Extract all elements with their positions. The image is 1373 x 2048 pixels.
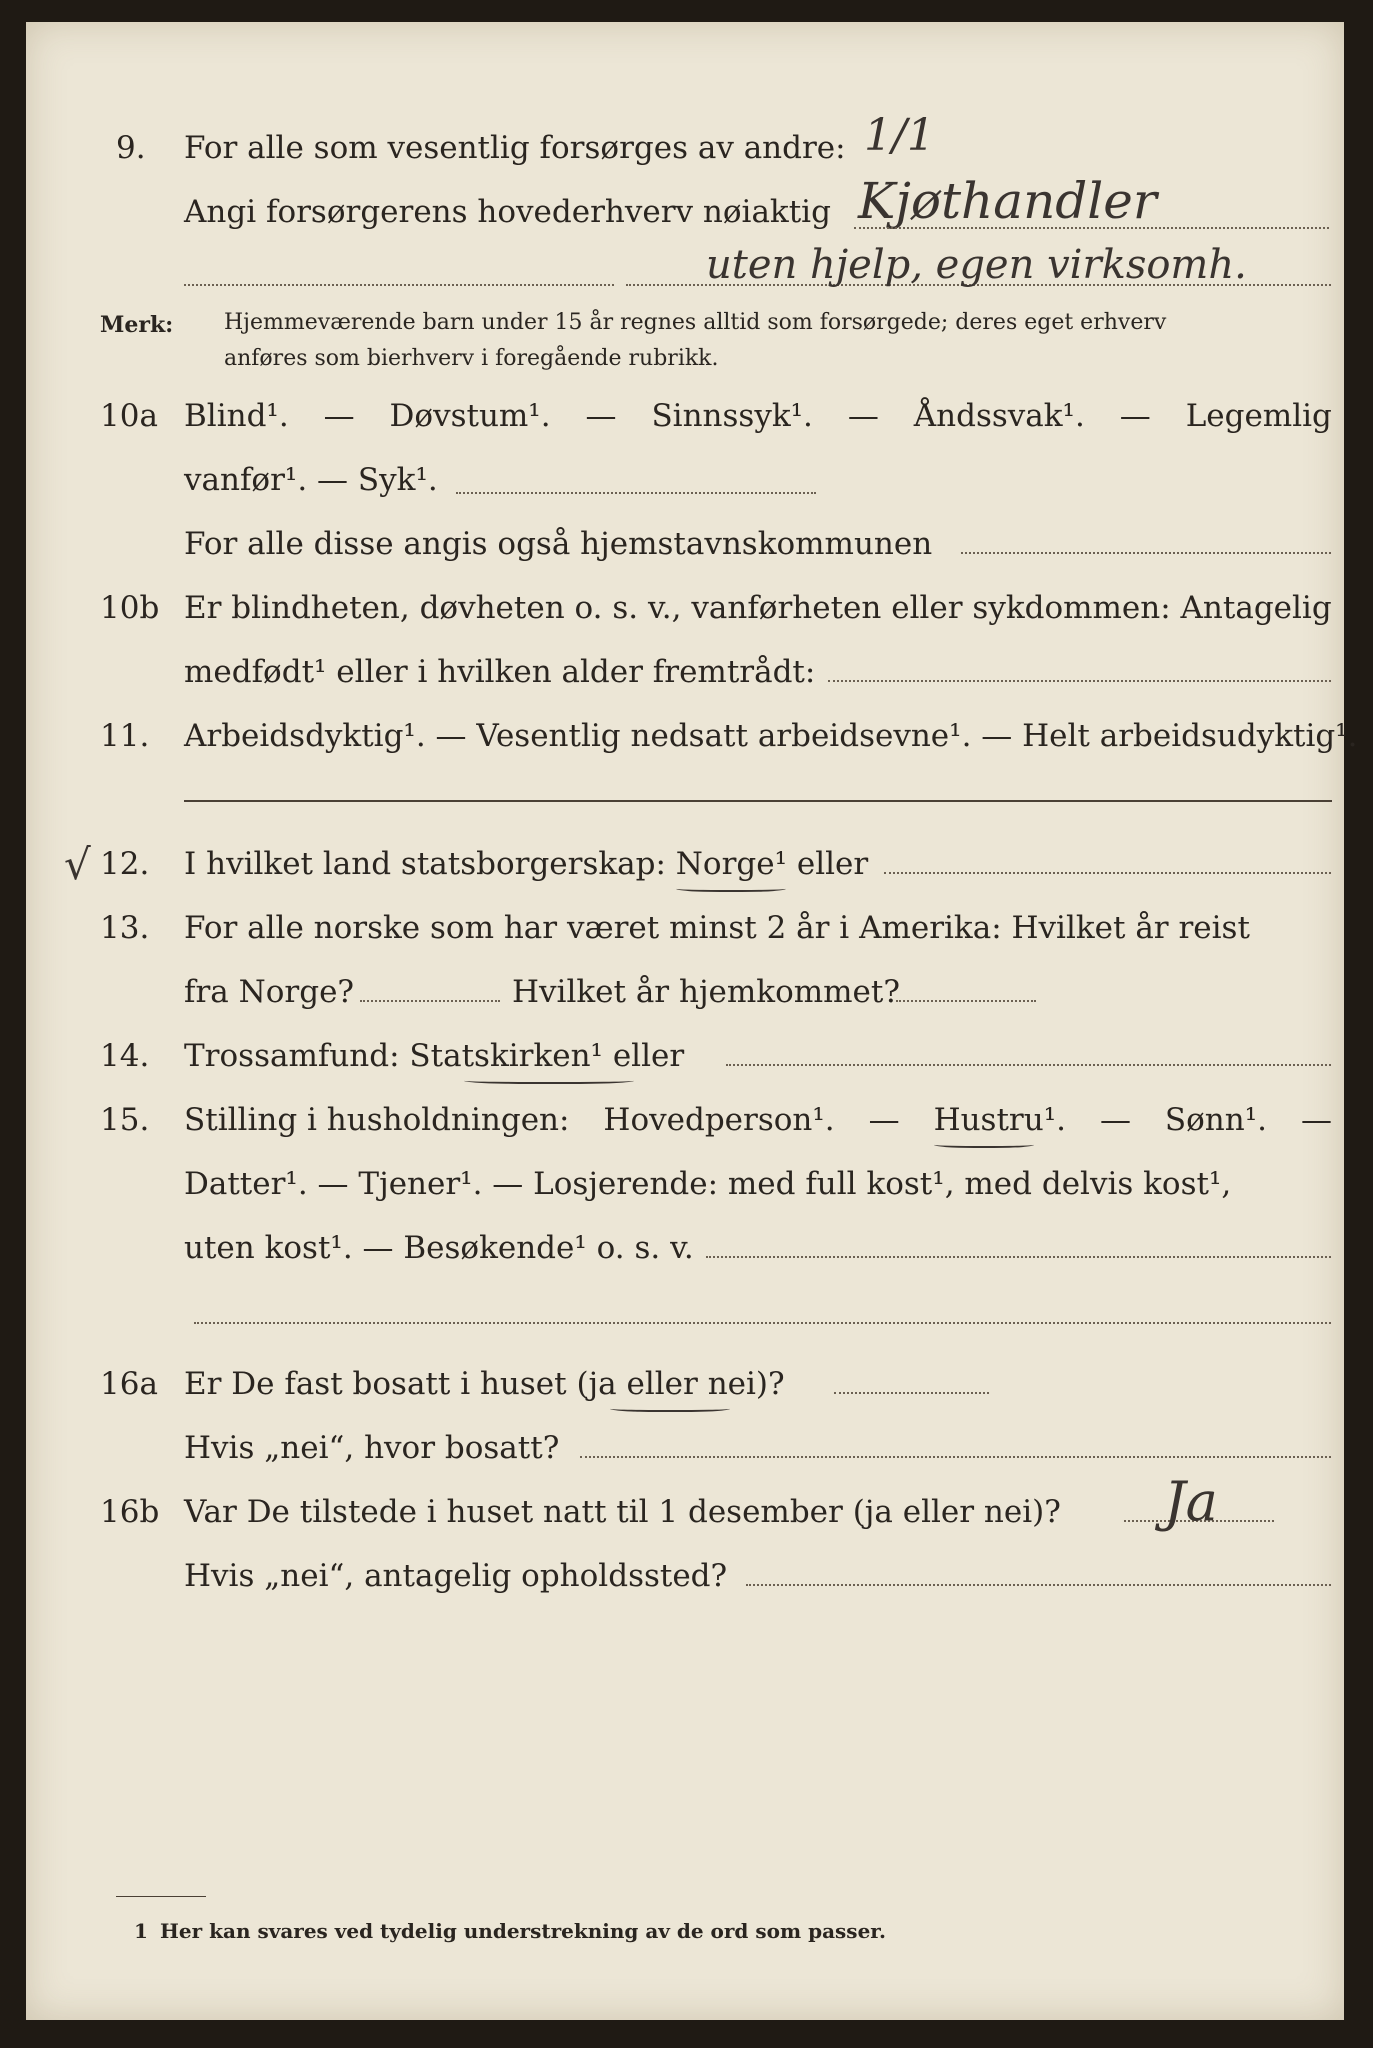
- handwritten-check-12: √: [64, 840, 91, 889]
- footnote-marker: 1: [134, 1919, 148, 1943]
- option-andssvak: Åndssvak¹.: [913, 398, 1085, 434]
- handwritten-underline-norge: [676, 884, 786, 892]
- item-10a-number: 10a: [100, 398, 158, 434]
- item-9-line2: Angi forsørgerens hovederhverv nøiaktig: [184, 194, 831, 230]
- handwritten-underline-hustru: [934, 1140, 1034, 1148]
- dash: —: [323, 398, 355, 434]
- item-16b-line1: Var De tilstede i huset natt til 1 desember (ja eller nei)?: [184, 1494, 1061, 1530]
- item-15-line2: Datter¹. — Tjener¹. — Losjerende: med full kost¹, med delvis kost¹,: [184, 1166, 1232, 1202]
- option-hustru: Hustru¹.: [933, 1102, 1066, 1138]
- merk-label: Merk:: [100, 312, 174, 338]
- dash: —: [1300, 1102, 1332, 1138]
- handwritten-answer-16b: Ja: [1164, 1470, 1218, 1533]
- item-12-line1: I hvilket land statsborgerskap: Norge¹ eller: [184, 846, 869, 882]
- answer-line-11: [184, 800, 1332, 802]
- item-14-line1: Trossamfund: Statskirken¹ eller: [184, 1038, 685, 1074]
- answer-line-9a: [854, 227, 1329, 229]
- answer-line-15b: [194, 1322, 1331, 1324]
- item-16a-line2: Hvis „nei“, hvor bosatt?: [184, 1430, 560, 1466]
- handwritten-underline-ja: [610, 1404, 730, 1412]
- item-10a-line1: [184, 396, 1332, 436]
- option-sonn: Sønn¹.: [1164, 1102, 1268, 1138]
- footnote-text: Her kan svares ved tydelig understrekning av de ord som passer.: [160, 1919, 886, 1943]
- item-10b-number: 10b: [100, 590, 160, 626]
- item-10a-line2: vanfør¹. — Syk¹.: [184, 462, 438, 498]
- item-16a-line1: Er De fast bosatt i huset (ja eller nei)?: [184, 1366, 785, 1402]
- option-legemlig: Legemlig: [1185, 398, 1332, 434]
- item-13-line2b: Hvilket år hjemkommet?: [512, 974, 900, 1010]
- item-15-line1: [184, 1100, 1332, 1140]
- answer-line-16a-bosatt: [834, 1392, 989, 1394]
- answer-line-10a-syk: [456, 492, 816, 494]
- item-13-number: 13.: [100, 910, 150, 946]
- answer-line-13-reist: [360, 1000, 500, 1002]
- answer-line-9b: [184, 284, 614, 286]
- item-9-number: 9.: [116, 130, 146, 166]
- label-stilling: Stilling i husholdningen:: [184, 1102, 570, 1138]
- item-10b-line2: medfødt¹ eller i hvilken alder fremtrådt:: [184, 654, 816, 690]
- dash: —: [1099, 1102, 1131, 1138]
- handwritten-mark-9: 1/1: [864, 110, 935, 161]
- item-9-line1: For alle som vesentlig forsørges av andre:: [184, 130, 846, 166]
- answer-line-10b: [828, 680, 1331, 682]
- item-15-number: 15.: [100, 1102, 150, 1138]
- answer-line-15a: [706, 1256, 1331, 1258]
- option-dovstum: Døvstum¹.: [389, 398, 551, 434]
- dash: —: [1119, 398, 1151, 434]
- footnote-rule: [116, 1896, 206, 1897]
- item-16b-number: 16b: [100, 1494, 160, 1530]
- item-16a-number: 16a: [100, 1366, 158, 1402]
- item-13-line1: For alle norske som har været minst 2 år i Amerika: Hvilket år reist: [184, 910, 1250, 946]
- item-16b-line2: Hvis „nei“, antagelig opholdssted?: [184, 1558, 728, 1594]
- answer-line-13-hjemkommet: [896, 1000, 1036, 1002]
- handwritten-occupation: Kjøthandler: [858, 172, 1157, 230]
- answer-line-16a-hvor: [580, 1456, 1331, 1458]
- answer-line-16b-opholdssted: [746, 1584, 1331, 1586]
- item-13-line2a: fra Norge?: [184, 974, 355, 1010]
- option-sinnssyk: Sinnssyk¹.: [651, 398, 813, 434]
- answer-line-14: [726, 1064, 1331, 1066]
- item-10b-line1: Er blindheten, døvheten o. s. v., vanførheten eller sykdommen: Antagelig: [184, 590, 1332, 626]
- item-15-line3: uten kost¹. — Besøkende¹ o. s. v.: [184, 1230, 694, 1266]
- dash: —: [585, 398, 617, 434]
- merk-text-line2: anføres som bierhverv i foregående rubrikk.: [224, 346, 719, 371]
- item-11-line1: Arbeidsdyktig¹. — Vesentlig nedsatt arbeidsevne¹. — Helt arbeidsudyktig¹.: [184, 718, 1358, 754]
- handwritten-occupation-detail: uten hjelp, egen virksomh.: [706, 242, 1247, 288]
- dash: —: [847, 398, 879, 434]
- item-11-number: 11.: [100, 718, 150, 754]
- option-hovedperson: Hovedperson¹.: [603, 1102, 835, 1138]
- answer-line-12: [884, 872, 1331, 874]
- option-blind: Blind¹.: [184, 398, 289, 434]
- merk-text-line1: Hjemmeværende barn under 15 år regnes alltid som forsørgede; deres eget erhverv: [224, 310, 1167, 335]
- item-10a-line3: For alle disse angis også hjemstavnskommunen: [184, 526, 933, 562]
- item-14-number: 14.: [100, 1038, 150, 1074]
- item-12-number: 12.: [100, 846, 150, 882]
- dash: —: [868, 1102, 900, 1138]
- handwritten-underline-statskirken: [464, 1076, 634, 1084]
- answer-line-10a-kommune: [961, 552, 1331, 554]
- census-form-page: [26, 22, 1358, 2020]
